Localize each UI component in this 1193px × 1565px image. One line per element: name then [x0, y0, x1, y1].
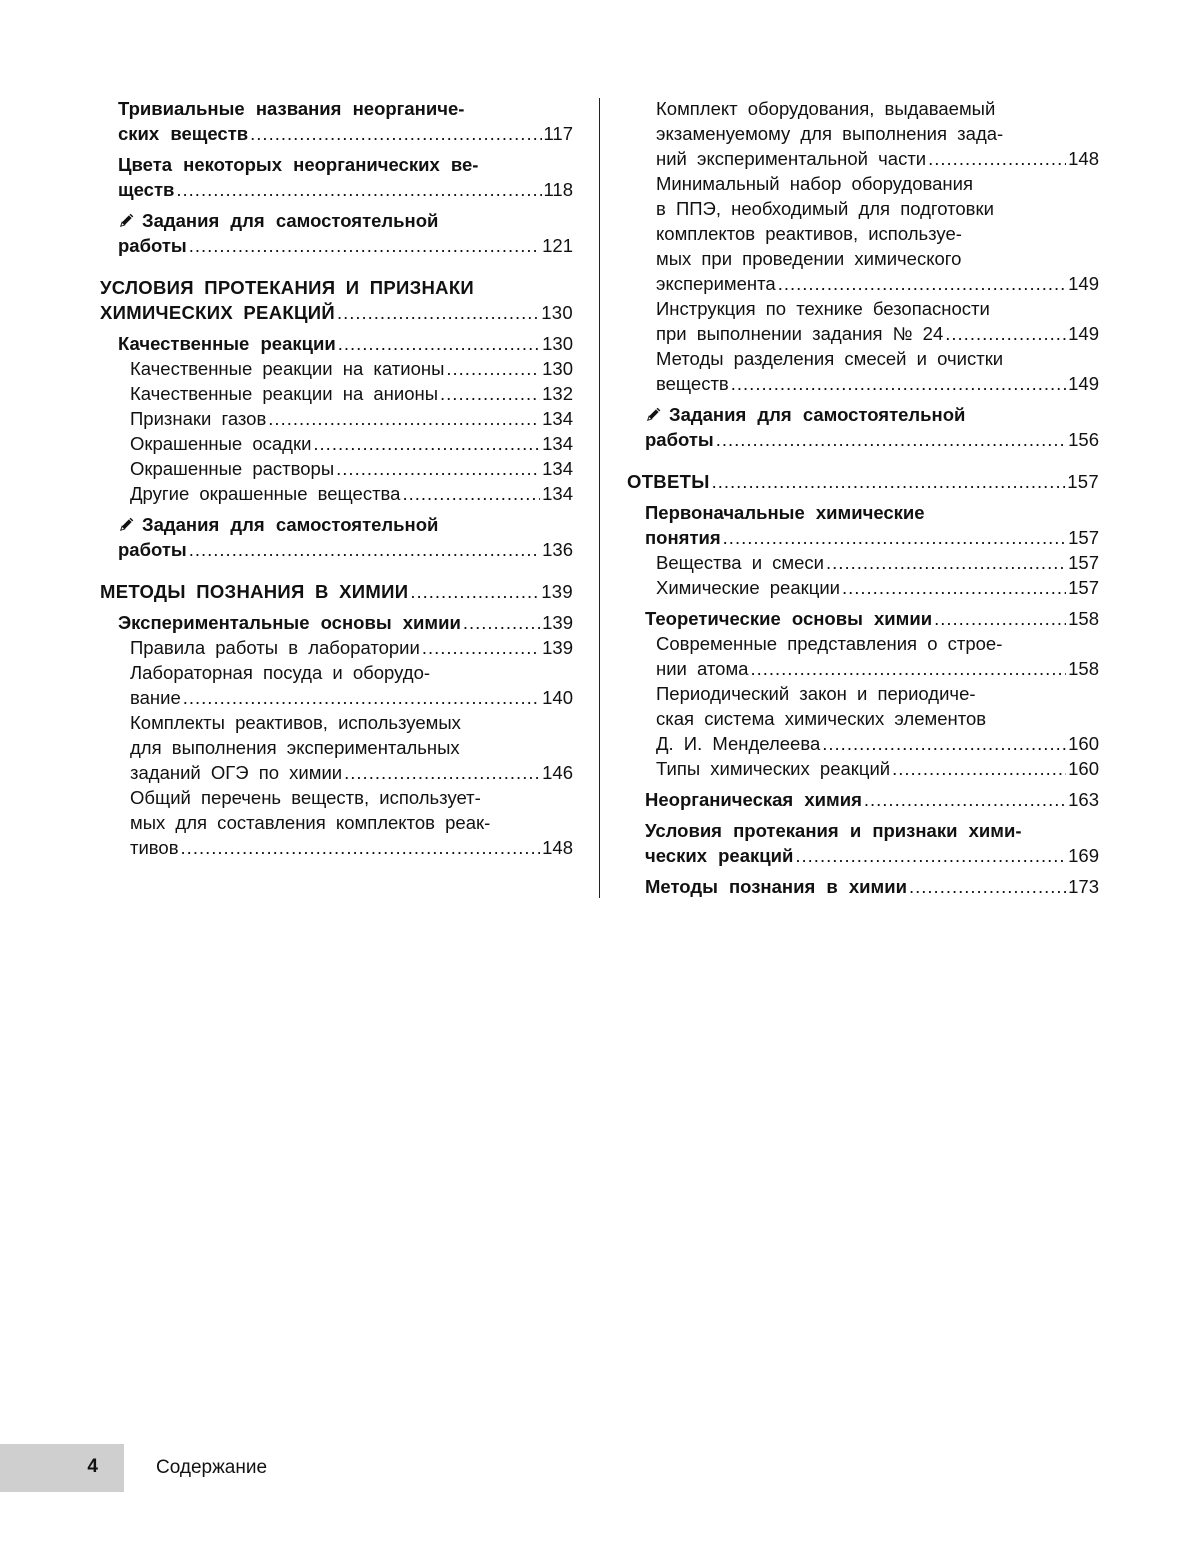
toc-entry-text: в ППЭ, необходимый для подготовки — [656, 198, 994, 219]
column-divider — [599, 98, 600, 898]
toc-entry-line — [656, 706, 1099, 731]
toc-entry-last-line — [118, 331, 573, 356]
toc-entry-line — [656, 631, 1099, 656]
toc-page-number: 148 — [1068, 148, 1099, 169]
dot-leader — [864, 787, 1066, 812]
toc-page-number: 134 — [542, 433, 573, 454]
toc-entry[interactable] — [627, 96, 1099, 171]
dot-leader — [336, 456, 540, 481]
toc-entry[interactable] — [100, 610, 573, 635]
dot-leader — [176, 177, 541, 202]
toc-entry[interactable] — [627, 818, 1099, 868]
dot-leader — [928, 146, 1066, 171]
toc-entry[interactable] — [100, 481, 573, 506]
toc-entry-text: тивов — [130, 837, 179, 858]
toc-left-column — [100, 96, 573, 860]
toc-entry-text: Вещества и смеси — [656, 552, 825, 573]
dot-leader — [892, 756, 1066, 781]
toc-entry[interactable] — [627, 402, 1099, 452]
toc-entry-line — [645, 818, 1099, 843]
toc-page-number: 146 — [542, 762, 573, 783]
toc-entry[interactable] — [100, 635, 573, 660]
toc-page-number: 134 — [542, 483, 573, 504]
toc-entry-text: Д. И. Менделеева — [656, 733, 821, 754]
toc-entry-last-line — [645, 874, 1099, 899]
toc-entry-text: Окрашенные растворы — [130, 458, 335, 479]
toc-entry-text: вание — [130, 687, 181, 708]
dot-leader — [778, 271, 1066, 296]
toc-entry-text: ская система химических элементов — [656, 708, 987, 729]
toc-entry-text: Экспериментальные основы химии — [118, 612, 461, 633]
dot-leader — [826, 550, 1066, 575]
toc-entry[interactable] — [100, 785, 573, 860]
toc-entry-last-line — [627, 469, 1099, 494]
toc-entry-line — [656, 196, 1099, 221]
toc-entry-line — [656, 296, 1099, 321]
toc-page-number: 139 — [542, 637, 573, 658]
toc-entry-text: Методы познания в химии — [645, 876, 907, 897]
toc-entry-last-line — [656, 146, 1099, 171]
toc-page-number: 173 — [1068, 876, 1099, 897]
toc-entry-last-line — [100, 579, 573, 604]
toc-page-number: 157 — [1068, 527, 1099, 548]
toc-entry-text: Периодический закон и периодиче- — [656, 683, 976, 704]
toc-entry-text: Типы химических реакций — [656, 758, 891, 779]
dot-leader — [402, 481, 540, 506]
toc-entry-last-line — [118, 610, 573, 635]
page-number: 4 — [87, 1456, 98, 1477]
toc-page-number: 130 — [541, 302, 573, 323]
toc-page-number: 130 — [542, 358, 573, 379]
toc-entry[interactable] — [627, 346, 1099, 396]
toc-entry-last-line — [118, 121, 573, 146]
toc-page-number: 149 — [1068, 323, 1099, 344]
dot-leader — [712, 469, 1066, 494]
toc-entry-text: Лабораторная посуда и оборудо- — [130, 662, 431, 683]
toc-entry-last-line — [645, 843, 1099, 868]
toc-entry-text: работы — [118, 539, 187, 560]
toc-entry-text: Современные представления о строе- — [656, 633, 1003, 654]
toc-entry-last-line — [130, 481, 573, 506]
toc-entry[interactable] — [100, 512, 573, 562]
toc-entry-text: работы — [645, 429, 714, 450]
toc-entry[interactable] — [100, 208, 573, 258]
toc-entry-line — [118, 208, 573, 233]
toc-page-number: 136 — [542, 539, 573, 560]
dot-leader — [731, 371, 1066, 396]
toc-entry-last-line — [130, 431, 573, 456]
toc-entry-text: для выполнения экспериментальных — [130, 737, 460, 758]
toc-entry-text: эксперимента — [656, 273, 776, 294]
toc-page-number: 134 — [542, 408, 573, 429]
toc-entry[interactable] — [627, 874, 1099, 899]
dot-leader — [822, 731, 1066, 756]
toc-page-number: 169 — [1068, 845, 1099, 866]
toc-entry-last-line — [130, 456, 573, 481]
dot-leader — [181, 835, 541, 860]
toc-entry[interactable] — [100, 431, 573, 456]
toc-entry-line — [656, 246, 1099, 271]
toc-entry-text: Теоретические основы химии — [645, 608, 933, 629]
toc-entry-last-line — [130, 406, 573, 431]
dot-leader — [842, 575, 1066, 600]
toc-page-number: 157 — [1068, 552, 1099, 573]
toc-entry-last-line — [656, 371, 1099, 396]
toc-entry-text: при выполнении задания № 24 — [656, 323, 944, 344]
toc-entry-text: комплектов реактивов, используе- — [656, 223, 962, 244]
dot-leader — [909, 874, 1066, 899]
toc-entry-last-line — [130, 381, 573, 406]
toc-entry[interactable] — [100, 710, 573, 785]
toc-entry-line — [656, 346, 1099, 371]
dot-leader — [945, 321, 1066, 346]
dot-leader — [410, 579, 539, 604]
toc-page-number: 158 — [1068, 608, 1099, 629]
dot-leader — [337, 300, 539, 325]
toc-entry-last-line — [656, 271, 1099, 296]
toc-entry-text: Другие окрашенные вещества — [130, 483, 401, 504]
toc-entry-last-line — [656, 550, 1099, 575]
toc-entry-line — [645, 500, 1099, 525]
toc-entry-line — [656, 681, 1099, 706]
toc-page-number: 160 — [1068, 733, 1099, 754]
toc-page-number: 163 — [1068, 789, 1099, 810]
toc-entry[interactable] — [100, 456, 573, 481]
pencil-icon — [645, 404, 663, 422]
toc-entry-last-line — [656, 321, 1099, 346]
toc-page-number: 156 — [1068, 429, 1099, 450]
toc-entry-text: Задания для самостоятельной — [669, 404, 966, 425]
toc-page-number: 158 — [1068, 658, 1099, 679]
toc-entry-text: нии атома — [656, 658, 749, 679]
toc-entry[interactable] — [627, 550, 1099, 575]
toc-entry-text: ских веществ — [118, 123, 249, 144]
toc-page-number: 117 — [543, 123, 573, 144]
toc-entry-text: заданий ОГЭ по химии — [130, 762, 343, 783]
toc-entry-last-line — [100, 300, 573, 325]
toc-entry-last-line — [130, 835, 573, 860]
toc-entry-last-line — [656, 731, 1099, 756]
dot-leader — [463, 610, 540, 635]
toc-page-number: 134 — [542, 458, 573, 479]
toc-entry-text: Общий перечень веществ, использует- — [130, 787, 481, 808]
toc-entry[interactable] — [100, 381, 573, 406]
toc-entry-line — [130, 785, 573, 810]
toc-entry-line — [100, 275, 573, 300]
toc-entry-text: Инструкция по технике безопасности — [656, 298, 990, 319]
toc-entry[interactable] — [100, 275, 573, 325]
toc-entry-last-line — [130, 760, 573, 785]
toc-entry-text: мых для составления комплектов реак- — [130, 812, 491, 833]
toc-entry-text: УСЛОВИЯ ПРОТЕКАНИЯ И ПРИЗНАКИ — [100, 277, 475, 298]
dot-leader — [189, 537, 540, 562]
toc-entry-text: Минимальный набор оборудования — [656, 173, 973, 194]
toc-entry-last-line — [118, 537, 573, 562]
toc-entry-text: Условия протекания и признаки хими- — [645, 820, 1022, 841]
toc-entry-last-line — [130, 685, 573, 710]
toc-entry-text: Химические реакции — [656, 577, 840, 598]
toc-entry-line — [130, 660, 573, 685]
toc-entry-text: понятия — [645, 527, 721, 548]
dot-leader — [716, 427, 1066, 452]
toc-entry-text: Признаки газов — [130, 408, 267, 429]
toc-entry-line — [645, 402, 1099, 427]
toc-entry[interactable] — [100, 660, 573, 710]
toc-page-number: 157 — [1067, 471, 1099, 492]
toc-entry-line — [130, 810, 573, 835]
page-number-box — [0, 1444, 124, 1492]
dot-leader — [795, 843, 1066, 868]
toc-entry-last-line — [656, 575, 1099, 600]
toc-entry-text: мых при проведении химического — [656, 248, 962, 269]
toc-entry-text: работы — [118, 235, 187, 256]
toc-entry-text: МЕТОДЫ ПОЗНАНИЯ В ХИМИИ — [100, 581, 409, 602]
toc-page-number: 160 — [1068, 758, 1099, 779]
toc-entry-text: ОТВЕТЫ — [627, 471, 710, 492]
toc-entry[interactable] — [100, 406, 573, 431]
toc-entry[interactable] — [100, 96, 573, 146]
toc-entry-text: ществ — [118, 179, 175, 200]
toc-entry-last-line — [656, 656, 1099, 681]
toc-page-number: 149 — [1068, 373, 1099, 394]
pencil-icon — [118, 210, 136, 228]
toc-entry-text: Комплект оборудования, выдаваемый — [656, 98, 996, 119]
toc-entry[interactable] — [627, 469, 1099, 494]
toc-entry-line — [118, 512, 573, 537]
toc-entry-last-line — [130, 356, 573, 381]
toc-entry-text: Задания для самостоятельной — [142, 514, 439, 535]
toc-entry[interactable] — [627, 631, 1099, 681]
toc-page-number: 149 — [1068, 273, 1099, 294]
toc-entry-text: Комплекты реактивов, используемых — [130, 712, 461, 733]
toc-page-number: 139 — [541, 581, 573, 602]
toc-entry[interactable] — [627, 171, 1099, 296]
toc-entry-line — [656, 171, 1099, 196]
toc-entry[interactable] — [100, 152, 573, 202]
pencil-icon — [118, 514, 136, 532]
dot-leader — [344, 760, 540, 785]
dot-leader — [422, 635, 540, 660]
toc-page-number: 157 — [1068, 577, 1099, 598]
toc-entry-text: ческих реакций — [645, 845, 794, 866]
toc-entry[interactable] — [627, 756, 1099, 781]
toc-entry-last-line — [645, 787, 1099, 812]
toc-page-number: 118 — [543, 179, 573, 200]
toc-page-number: 140 — [542, 687, 573, 708]
toc-entry-text: ний экспериментальной части — [656, 148, 927, 169]
toc-entry-line — [130, 710, 573, 735]
dot-leader — [723, 525, 1066, 550]
dot-leader — [440, 381, 540, 406]
toc-entry-text: Окрашенные осадки — [130, 433, 312, 454]
toc-entry-last-line — [645, 427, 1099, 452]
toc-entry-text: Качественные реакции на анионы — [130, 383, 439, 404]
toc-entry-last-line — [118, 233, 573, 258]
toc-entry-last-line — [645, 606, 1099, 631]
toc-entry-text: Тривиальные названия неорганиче- — [118, 98, 465, 119]
toc-entry-text: Цвета некоторых неорганических ве- — [118, 154, 479, 175]
dot-leader — [750, 656, 1066, 681]
toc-entry[interactable] — [100, 356, 573, 381]
toc-page-number: 130 — [542, 333, 573, 354]
toc-entry[interactable] — [627, 787, 1099, 812]
toc-entry-last-line — [656, 756, 1099, 781]
toc-entry[interactable] — [627, 500, 1099, 550]
toc-entry-line — [656, 121, 1099, 146]
dot-leader — [446, 356, 540, 381]
toc-entry-text: Методы разделения смесей и очистки — [656, 348, 1004, 369]
toc-entry[interactable] — [100, 579, 573, 604]
toc-entry-line — [656, 96, 1099, 121]
toc-entry-text: ХИМИЧЕСКИХ РЕАКЦИЙ — [100, 302, 335, 323]
toc-entry-line — [118, 152, 573, 177]
toc-entry-line — [656, 221, 1099, 246]
running-title: Содержание — [156, 1457, 268, 1478]
toc-entry-text: веществ — [656, 373, 729, 394]
toc-entry-text: Первоначальные химические — [645, 502, 925, 523]
toc-entry[interactable] — [100, 331, 573, 356]
toc-entry-text: Качественные реакции — [118, 333, 336, 354]
toc-entry-last-line — [130, 635, 573, 660]
toc-entry-last-line — [118, 177, 573, 202]
toc-page-number: 121 — [542, 235, 573, 256]
toc-entry-text: Неорганическая химия — [645, 789, 862, 810]
dot-leader — [183, 685, 540, 710]
toc-entry[interactable] — [627, 575, 1099, 600]
toc-entry-text: Качественные реакции на катионы — [130, 358, 445, 379]
toc-entry-line — [118, 96, 573, 121]
dot-leader — [338, 331, 540, 356]
dot-leader — [189, 233, 540, 258]
dot-leader — [268, 406, 540, 431]
dot-leader — [313, 431, 540, 456]
toc-entry-text: экзаменуемому для выполнения зада- — [656, 123, 1004, 144]
toc-page-number: 132 — [542, 383, 573, 404]
dot-leader — [934, 606, 1066, 631]
toc-entry-line — [130, 735, 573, 760]
toc-page-number: 148 — [542, 837, 573, 858]
toc-entry[interactable] — [627, 296, 1099, 346]
toc-entry-text: Правила работы в лаборатории — [130, 637, 420, 658]
toc-entry-last-line — [645, 525, 1099, 550]
toc-right-column — [627, 96, 1099, 899]
dot-leader — [250, 121, 541, 146]
toc-entry[interactable] — [627, 681, 1099, 756]
toc-entry-text: Задания для самостоятельной — [142, 210, 439, 231]
toc-page-number: 139 — [542, 612, 573, 633]
toc-entry[interactable] — [627, 606, 1099, 631]
